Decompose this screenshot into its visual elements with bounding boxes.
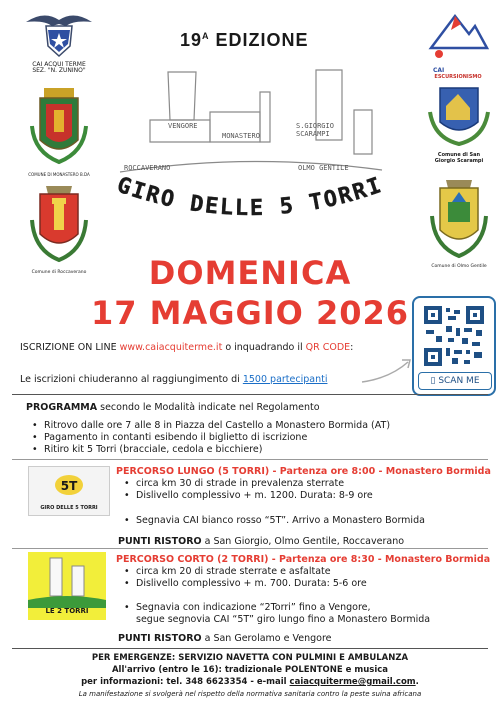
percorso-corto-list bbox=[124, 566, 484, 590]
tower-label-sangiorgio: S.GIORGIO SCARAMPI bbox=[296, 122, 334, 138]
percorso-corto-title: PERCORSO CORTO (2 TORRI) - Partenza ore 8:30 - Monastero Bormida bbox=[116, 554, 491, 565]
tower-label-roccaverano: ROCCAVERANO bbox=[124, 164, 171, 172]
event-title bbox=[104, 170, 396, 240]
percorso-lungo-list bbox=[124, 478, 484, 502]
programma-list bbox=[32, 420, 472, 456]
divider-lungo bbox=[12, 459, 488, 460]
percorso-corto-signage-item: • Segnavia con indicazione “2Torri” fino a Vengore, bbox=[124, 602, 494, 614]
escursionismo-text: ESCURSIONISMO bbox=[434, 74, 482, 80]
event-title-text: GIRO DELLE 5 TORRI bbox=[113, 172, 387, 222]
percorso-corto-item: • Dislivello complessivo + m. 700. Durata: 5-6 ore bbox=[124, 578, 484, 590]
qr-code-box[interactable] bbox=[412, 296, 496, 396]
footer-arrival: All'arrivo (entro le 16): tradizionale POLENTONE e musica bbox=[111, 665, 389, 675]
footer-info-suffix: . bbox=[415, 677, 419, 687]
edition-word: EDIZIONE bbox=[215, 30, 309, 50]
divider-footer bbox=[12, 648, 488, 649]
escursionismo-logo bbox=[425, 8, 491, 78]
divider-top bbox=[12, 394, 488, 395]
sangiorgio-crest bbox=[424, 82, 494, 164]
programma-item: • Ritiro kit 5 Torri (bracciale, cedola e bicchiere) bbox=[32, 444, 472, 456]
cai-acqui-logo bbox=[24, 8, 94, 80]
ristoro-corto-text: a San Gerolamo e Vengore bbox=[201, 633, 332, 644]
percorso-lungo-item: • Dislivello complessivo + m. 1200. Durata: 8-9 ore bbox=[124, 490, 484, 502]
percorso-corto-signage-2: segue segnovia CAI “5T” giro lungo fino a Monastero Bormida bbox=[136, 614, 431, 625]
footer-info-prefix: per informazioni: tel. 348 6623354 - e-mail bbox=[81, 677, 290, 687]
cai-eagle-icon bbox=[24, 8, 94, 58]
registration-prefix: ISCRIZIONE ON LINE bbox=[20, 342, 120, 353]
percorso-lungo-item: • circa km 30 di strade in prevalenza sterrate bbox=[124, 478, 484, 490]
ristoro-corto-label: PUNTI RISTORO bbox=[118, 633, 202, 644]
escursionismo-text-cai: CAI bbox=[433, 67, 445, 74]
closing-prefix: Le iscrizioni chiuderanno al raggiungimento di bbox=[20, 374, 243, 385]
percorso-lungo-signage-item: • Segnavia CAI bianco rosso “5T”. Arrivo a Monastero Bormida bbox=[124, 515, 494, 527]
footer-emergency: PER EMERGENZE: SERVIZIO NAVETTA CON PULMINI E AMBULANZA bbox=[91, 653, 409, 663]
registration-suffix: : bbox=[350, 342, 354, 353]
registration-middle: o inquadrando il bbox=[222, 342, 306, 353]
badge-2-torri-icon bbox=[28, 552, 106, 608]
tower-label-olmo: OLMO GENTILE bbox=[298, 164, 349, 172]
monastero-crest bbox=[24, 86, 94, 178]
registration-closing bbox=[20, 374, 400, 386]
ristoro-lungo-text: a San Giorgio, Olmo Gentile, Roccaverano bbox=[201, 536, 405, 547]
footer-disclaimer: La manifestazione si svolgerà nel rispetto della normativa sanitaria contro la peste suina africana bbox=[78, 690, 422, 698]
tower-label-monastero: MONASTERO bbox=[222, 132, 260, 140]
badge-percorso-lungo bbox=[28, 466, 110, 516]
phone-icon: ▯ bbox=[430, 376, 436, 386]
percorso-lungo-signage bbox=[124, 515, 494, 527]
scan-me-text: SCAN ME bbox=[438, 376, 480, 386]
ristoro-corto bbox=[118, 633, 332, 645]
olmo-crest-icon bbox=[424, 176, 494, 260]
cai-logo-caption-1: CAI ACQUI TERME bbox=[32, 61, 86, 68]
sangiorgio-crest-icon bbox=[424, 82, 494, 148]
olmo-caption: Comune di Olmo Gentile bbox=[431, 264, 487, 269]
programma-title: PROGRAMMA bbox=[26, 402, 98, 413]
programma-heading bbox=[26, 402, 320, 414]
edition-sup: A bbox=[202, 31, 210, 41]
scan-me-label[interactable] bbox=[418, 372, 492, 390]
mountain-icon bbox=[425, 8, 491, 64]
badge-percorso-corto bbox=[28, 552, 106, 620]
monastero-crest-icon bbox=[24, 86, 94, 168]
percorso-corto-item: • circa km 20 di strade sterrate e asfaltate bbox=[124, 566, 484, 578]
programma-item: • Ritrovo dalle ore 7 alle 8 in Piazza del Castello a Monastero Bormida (AT) bbox=[32, 420, 472, 432]
badge-lungo-text: GIRO DELLE 5 TORRI bbox=[40, 505, 98, 511]
svg-text:5T: 5T bbox=[60, 479, 78, 493]
event-day: DOMENICA bbox=[148, 254, 352, 292]
event-date: 17 MAGGIO 2026 bbox=[90, 294, 410, 332]
edition-heading bbox=[180, 30, 309, 51]
edition-number: 19 bbox=[180, 30, 203, 50]
sangiorgio-caption-2: Giorgio Scarampi bbox=[434, 158, 484, 164]
tower-label-vengore: VENGORE bbox=[168, 122, 198, 130]
percorso-corto-signage bbox=[124, 602, 494, 614]
divider-corto bbox=[12, 548, 488, 549]
towers-sketch bbox=[110, 62, 392, 174]
registration-url[interactable]: www.caiacquiterme.it bbox=[119, 342, 223, 353]
qr-code-icon bbox=[422, 304, 486, 368]
roccaverano-caption: Comune di Roccaverano bbox=[31, 270, 87, 275]
ristoro-lungo bbox=[118, 536, 404, 548]
closing-limit: 1500 partecipanti bbox=[242, 374, 328, 385]
footer-email[interactable]: caiacquiterme@gmail.com bbox=[289, 677, 416, 687]
ristoro-lungo-label: PUNTI RISTORO bbox=[118, 536, 202, 547]
monastero-caption: COMUNE DI MONASTERO B.DA bbox=[28, 172, 90, 177]
svg-text:GIRO DELLE 5 TORRI bbox=[114, 173, 387, 221]
cai-logo-caption-2: SEZ. "N. ZUNINO" bbox=[32, 67, 86, 74]
percorso-lungo-title: PERCORSO LUNGO (5 TORRI) - Partenza ore 8:00 - Monastero Bormida bbox=[116, 466, 491, 477]
programma-subtitle: secondo le Modalità indicate nel Regolamento bbox=[97, 402, 320, 413]
sangiorgio-caption-1: Comune di San bbox=[437, 152, 481, 158]
badge-corto-text: LE 2 TORRI bbox=[45, 607, 89, 615]
qr-code-link[interactable]: QR CODE bbox=[305, 342, 351, 353]
footer-info bbox=[0, 676, 500, 688]
programma-item: • Pagamento in contanti esibendo il biglietto di iscrizione bbox=[32, 432, 472, 444]
